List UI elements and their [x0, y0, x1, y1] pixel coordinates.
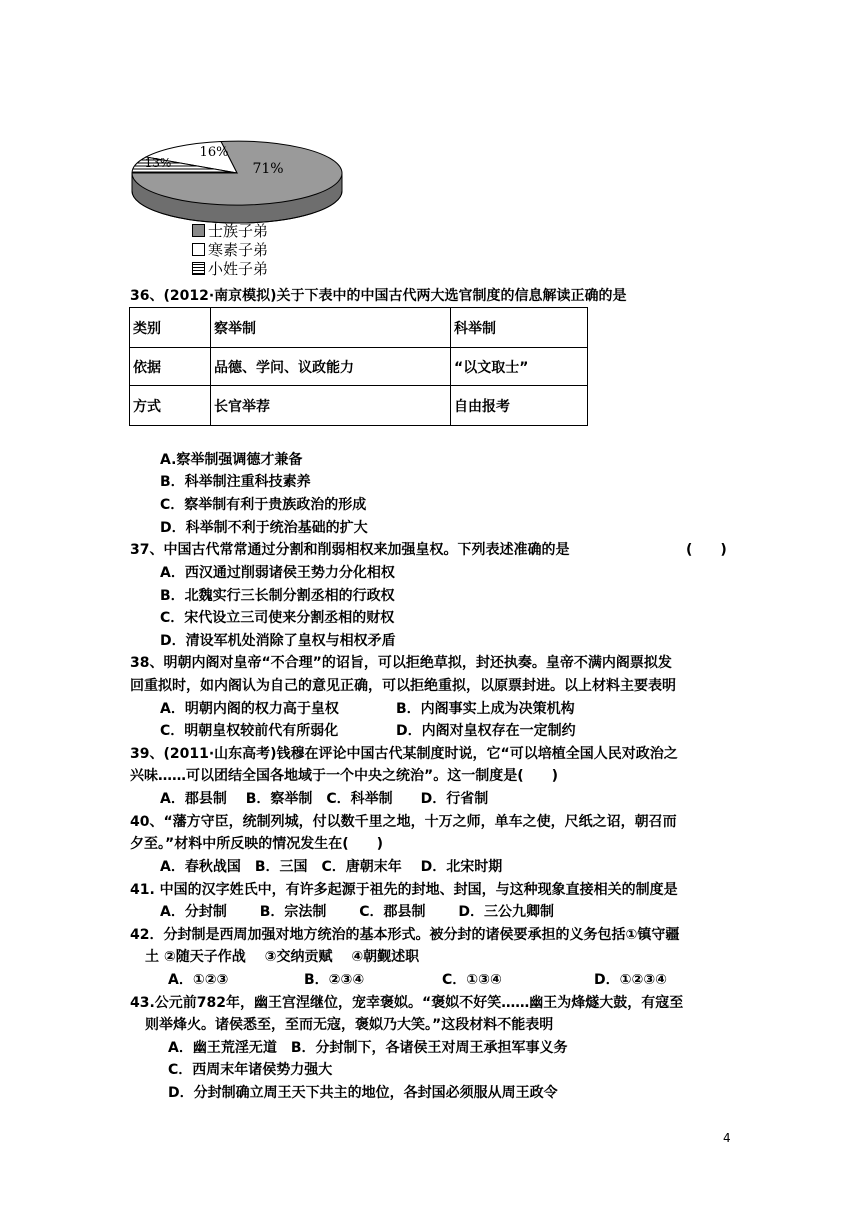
legend-item-shizu: 士族子弟 — [192, 221, 268, 241]
table-cell: 依据 — [130, 348, 211, 386]
q42-option-d: D．①②③④ — [594, 972, 668, 988]
q36-option-d: D．科举制不利于统治基础的扩大 — [160, 520, 368, 536]
q43-option-ab: A．幽王荒淫无道 B．分封制下，各诸侯王对周王承担军事义务 — [168, 1040, 568, 1056]
q38-line2: 回重拟时，如内阁认为自己的意见正确，可以拒绝重拟，以原票封进。以上材料主要表明 — [130, 678, 676, 694]
q38-option-d: D．内阁对皇权存在一定制约 — [396, 723, 576, 739]
pie-label-71: 71% — [252, 161, 284, 177]
q36-stem: 36、(2012·南京模拟)关于下表中的中国古代两大选官制度的信息解读正确的是 — [130, 288, 627, 304]
comparison-table — [129, 307, 588, 426]
table-cell: 类别 — [130, 308, 211, 348]
q42-option-c: C．①③④ — [442, 972, 502, 988]
q40-line2: 夕至。”材料中所反映的情况发生在( ) — [130, 836, 383, 852]
q37-option-b: B．北魏实行三长制分割丞相的行政权 — [160, 588, 395, 604]
q42-option-a: A．①②③ — [168, 972, 229, 988]
q37-option-d: D．清设军机处消除了皇权与相权矛盾 — [160, 633, 396, 649]
q38-option-a: A．明朝内阁的权力高于皇权 — [160, 701, 339, 717]
table-row — [130, 386, 588, 426]
q40-line1: 40、“藩方守臣，统制列城，付以数千里之地，十万之师，单车之使，尺纸之诏，朝召而 — [130, 814, 677, 830]
table-cell: 品德、学问、议政能力 — [211, 348, 451, 386]
table-row — [130, 348, 588, 386]
legend-swatch-white — [192, 243, 205, 256]
pie-chart — [128, 135, 348, 230]
table-cell: “以文取士” — [451, 348, 588, 386]
legend-swatch-gray — [192, 224, 205, 237]
table-cell: 自由报考 — [451, 386, 588, 426]
q43-line1: 43.公元前782年，幽王宫涅继位，宠幸褒姒。“褒姒不好笑……幽王为烽燧大鼓，有寇至 — [130, 995, 684, 1011]
q39-options: A．郡县制 B．察举制 C．科举制 D．行省制 — [160, 791, 489, 807]
q37-stem: 37、中国古代常常通过分割和削弱相权来加强皇权。下列表述准确的是 — [130, 542, 570, 558]
q42-line1: 42．分封制是西周加强对地方统治的基本形式。被分封的诸侯要承担的义务包括①镇守疆 — [130, 927, 680, 943]
q38-line1: 38、明朝内阁对皇帝“不合理”的诏旨，可以拒绝草拟，封还执奏。皇帝不满内阁票拟发 — [130, 655, 672, 671]
q37-option-c: C．宋代设立三司使来分割丞相的财权 — [160, 610, 395, 626]
pie-label-16: 16% — [199, 145, 229, 160]
q43-option-c: C．西周末年诸侯势力强大 — [168, 1062, 333, 1078]
q37-option-a: A．西汉通过削弱诸侯王势力分化相权 — [160, 565, 395, 581]
table-cell: 察举制 — [211, 308, 451, 348]
table-cell: 科举制 — [451, 308, 588, 348]
q42-option-b: B．②③④ — [304, 972, 365, 988]
q43-line2: 则举烽火。诸侯悉至，至而无寇，褒姒乃大笑。”这段材料不能表明 — [145, 1017, 554, 1033]
table-cell: 长官举荐 — [211, 386, 451, 426]
q36-option-a: A.察举制强调德才兼备 — [160, 452, 303, 468]
q42-line2: 土 ②随天子作战 ③交纳贡赋 ④朝觐述职 — [145, 949, 420, 965]
q36-option-b: B．科举制注重科技素养 — [160, 474, 311, 490]
pie-label-13: 13% — [144, 156, 172, 170]
legend-item-hansu: 寒素子弟 — [192, 240, 268, 260]
q36-option-c: C．察举制有利于贵族政治的形成 — [160, 497, 367, 513]
q40-options: A．春秋战国 B．三国 C．唐朝末年 D．北宋时期 — [160, 859, 503, 875]
q41-options: A．分封制 B．宗法制 C．郡县制 D．三公九卿制 — [160, 904, 555, 920]
q41-stem: 41. 中国的汉字姓氏中，有许多起源于祖先的封地、封国，与这种现象直接相关的制度是 — [130, 882, 678, 898]
q38-option-c: C．明朝皇权较前代有所弱化 — [160, 723, 339, 739]
q39-line1: 39、(2011·山东高考)钱穆在评论中国古代某制度时说，它“可以培植全国人民对政治之 — [130, 746, 678, 762]
table-cell: 方式 — [130, 386, 211, 426]
q43-option-d: D．分封制确立周王天下共主的地位，各封国必须服从周王政令 — [168, 1085, 558, 1101]
legend-swatch-striped — [192, 262, 205, 275]
legend-item-xiaoxing: 小姓子弟 — [192, 259, 268, 279]
q37-paren: ( ) — [686, 542, 727, 558]
table-row — [130, 308, 588, 348]
page-number: 4 — [723, 1131, 731, 1145]
q39-line2: 兴味……可以团结全国各地域于一个中央之统治”。这一制度是( ) — [130, 768, 558, 784]
q38-option-b: B．内阁事实上成为决策机构 — [396, 701, 575, 717]
